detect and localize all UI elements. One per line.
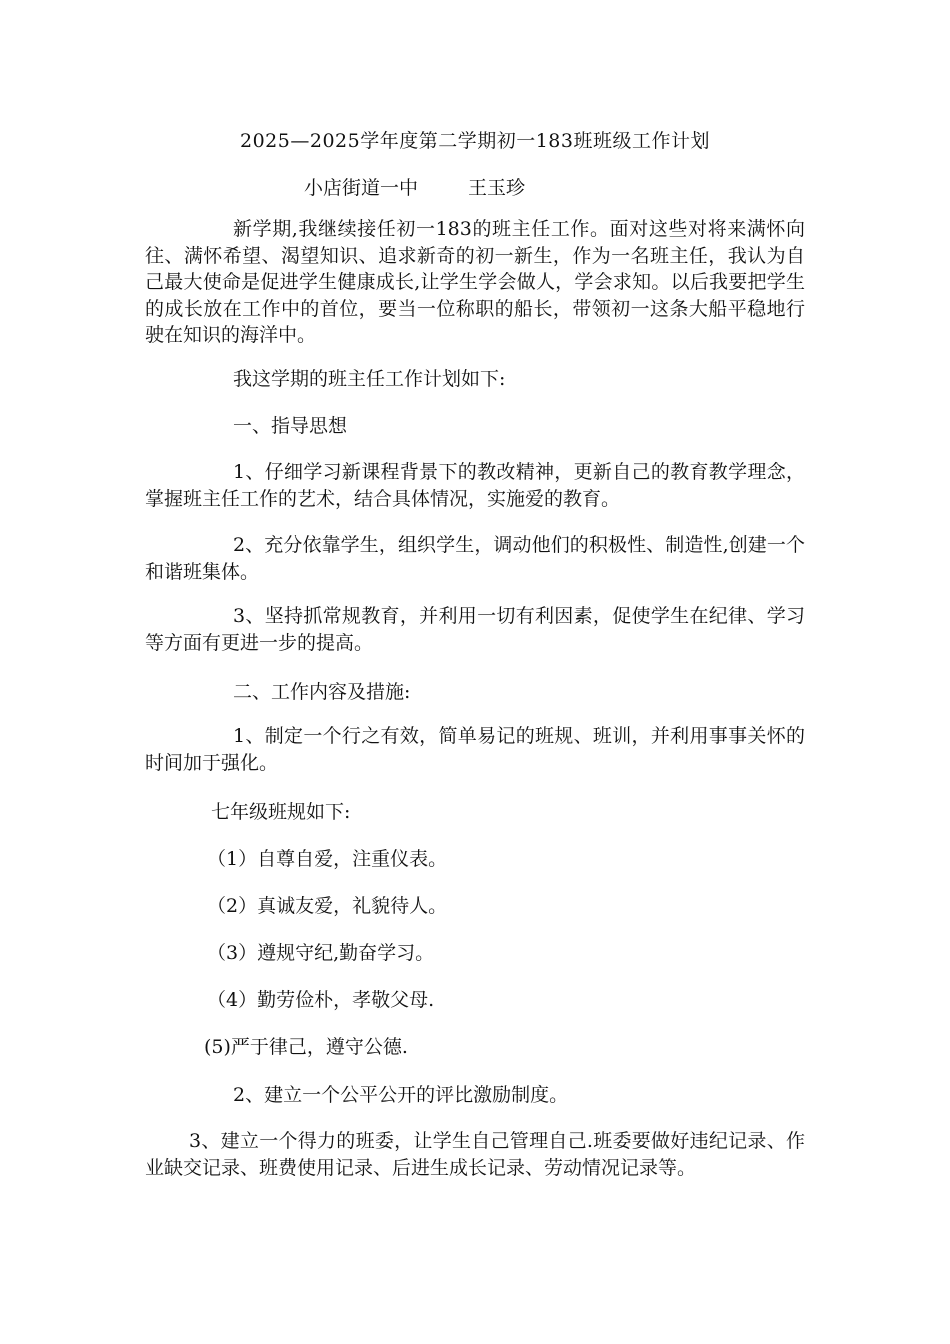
rule-item-5: (5)严于律己，遵守公德. — [204, 1036, 408, 1058]
intro-paragraph: 新学期,我继续接任初一183的班主任工作。面对这些对将来满怀向往、满怀希望、渴望知识、追求新奇的初一新生，作为一名班主任，我认为自己最大使命是促进学生健康成长,让学生学会做人，学会求知。以后我要把学生的成长放在工作中的首位，要当一位称职的船长，带领初一这条大船平稳地行驶在知识的海洋中。 — [145, 218, 805, 346]
school-name: 小店街道一中 — [304, 177, 419, 199]
section1-item-3: 3、坚持抓常规教育，并利用一切有利因素，促使学生在纪律、学习等方面有更进一步的提高。 — [145, 605, 805, 654]
section1-item-1: 1、仔细学习新课程背景下的教改精神，更新自己的教育教学理念，掌握班主任工作的艺术，结合具体情况，实施爱的教育。 — [145, 461, 805, 510]
section2-title: 二、工作内容及措施: — [233, 681, 411, 703]
rules-title: 七年级班规如下: — [211, 801, 351, 823]
rule-item-3: （3）遵规守纪,勤奋学习。 — [207, 942, 435, 964]
rule-item-4: （4）勤劳俭朴，孝敬父母. — [207, 989, 435, 1011]
section2-item-1: 1、制定一个行之有效，简单易记的班规、班训，并利用事事关怀的时间加于强化。 — [145, 725, 805, 774]
author-name: 王玉珍 — [468, 177, 526, 199]
plan-intro: 我这学期的班主任工作计划如下: — [233, 368, 506, 390]
rule-item-2: （2）真诚友爱，礼貌待人。 — [207, 895, 448, 917]
section2-item-3: 3、建立一个得力的班委，让学生自己管理自己.班委要做好违纪记录、作业缺交记录、班费使用记录、后进生成长记录、劳动情况记录等。 — [145, 1130, 805, 1179]
document-title: 2025—2025学年度第二学期初一183班班级工作计划 — [240, 130, 710, 152]
section2-item-2: 2、建立一个公平公开的评比激励制度。 — [233, 1084, 569, 1106]
section1-item-2: 2、充分依靠学生，组织学生，调动他们的积极性、制造性,创建一个和谐班集体。 — [145, 534, 805, 583]
rule-item-1: （1）自尊自爱，注重仪表。 — [207, 848, 448, 870]
section1-title: 一、指导思想 — [233, 415, 348, 437]
author-line — [304, 173, 525, 200]
